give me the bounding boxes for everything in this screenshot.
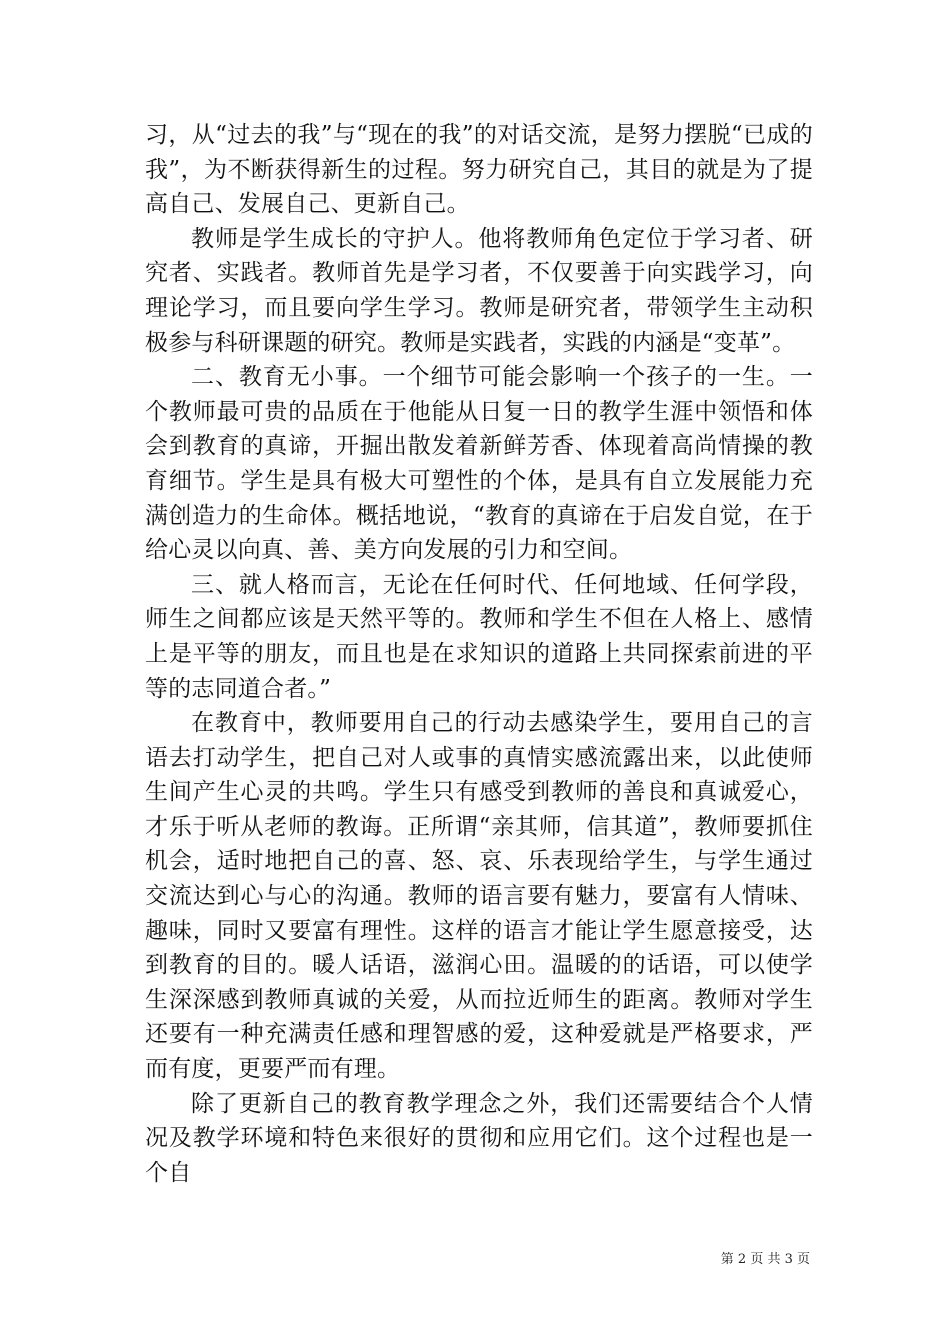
paragraph-in-education: 在教育中，教师要用自己的行动去感染学生，要用自己的言语去打动学生，把自己对人或事的真情实感流露出来，以此使师生间产生心灵的共鸣。学生只有感受到教师的善良和真诚爱心，才乐于听从老师的教诲。正所谓“亲其师，信其道”，教师要抓住机会，适时地把自己的喜、怒、哀、乐表现给学生，与学生通过交流达到心与心的沟通。教师的语言要有魅力，要富有人情味、趣味，同时又要富有理性。这样的语言才能让学生愿意接受，达到教育的目的。暖人话语，滋润心田。温暖的的话语，可以使学生深深感到教师真诚的关爱，从而拉近师生的距离。教师对学生还要有一种充满责任感和理智感的爱，这种爱就是严格要求，严而有度，更要严而有理。 <box>145 710 813 1083</box>
paragraph-section-two: 二、教育无小事。一个细节可能会影响一个孩子的一生。一个教师最可贵的品质在于他能从日复一日的教学生涯中领悟和体会到教育的真谛，开掘出散发着新鲜芳香、体现着高尚情操的教育细节。学生是具有极大可塑性的个体，是具有自立发展能力充满创造力的生命体。概括地说，“教育的真谛在于启发自觉，在于给心灵以向真、善、美方向发展的引力和空间。 <box>145 364 813 564</box>
paragraph-besides-updating: 除了更新自己的教育教学理念之外，我们还需要结合个人情况及教学环境和特色来很好的贯彻和应用它们。这个过程也是一个自 <box>145 1090 813 1186</box>
paragraph-continued: 习，从“过去的我”与“现在的我”的对话交流，是努力摆脱“已成的我”，为不断获得新生的过程。努力研究自己，其目的就是为了提高自己、发展自己、更新自己。 <box>145 122 813 218</box>
page-number-footer: 第 2 页 共 3 页 <box>720 1252 810 1267</box>
document-body <box>145 118 813 1190</box>
paragraph-teacher-guardian: 教师是学生成长的守护人。他将教师角色定位于学习者、研究者、实践者。教师首先是学习者，不仅要善于向实践学习，向理论学习，而且要向学生学习。教师是研究者，带领学生主动积极参与科研课题的研究。教师是实践者，实践的内涵是“变革”。 <box>145 225 813 356</box>
paragraph-section-three: 三、就人格而言，无论在任何时代、任何地域、任何学段，师生之间都应该是天然平等的。教师和学生不但在人格上、感情上是平等的朋友，而且也是在求知识的道路上共同探索前进的平等的志同道合者。” <box>145 571 813 702</box>
